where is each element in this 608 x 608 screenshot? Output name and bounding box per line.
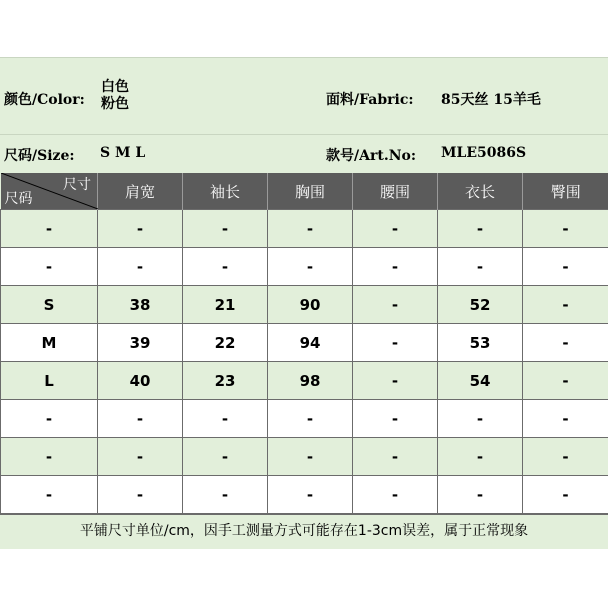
size-cell: - — [1, 210, 98, 248]
table-row — [1, 400, 608, 438]
measurement-cell: - — [438, 476, 523, 514]
column-header: 袖长 — [183, 173, 268, 210]
measurement-cell: - — [353, 210, 438, 248]
measurement-cell: 53 — [438, 324, 523, 362]
measurement-cell: 98 — [268, 362, 353, 400]
measurement-cell: - — [438, 248, 523, 286]
art-number-label: 款号/Art.No: — [326, 148, 416, 164]
table-row — [1, 324, 608, 362]
measurement-cell: - — [98, 438, 183, 476]
measurement-cell: - — [183, 400, 268, 438]
measurement-cell: - — [523, 476, 608, 514]
table-row — [1, 476, 608, 514]
corner-dimension-label: 尺寸 — [63, 177, 91, 193]
measurement-cell: - — [438, 210, 523, 248]
column-header: 胸围 — [268, 173, 353, 210]
measurement-cell: - — [438, 438, 523, 476]
measurement-cell: 39 — [98, 324, 183, 362]
measurement-cell: - — [353, 400, 438, 438]
color-fabric-row — [0, 57, 608, 134]
measurement-cell: 54 — [438, 362, 523, 400]
corner-size-label: 尺码 — [4, 191, 33, 207]
table-row — [1, 286, 608, 324]
measurement-cell: 90 — [268, 286, 353, 324]
size-cell: L — [1, 362, 98, 400]
size-cell: S — [1, 286, 98, 324]
measurement-cell: - — [353, 286, 438, 324]
fabric-value: 85天丝 15羊毛 — [441, 92, 541, 108]
measurement-note: 平铺尺寸单位/cm，因手工测量方式可能存在1-3cm误差，属于正常现象 — [0, 514, 608, 550]
table-header-row — [1, 173, 608, 210]
measurement-cell: - — [353, 324, 438, 362]
measurement-cell: - — [183, 438, 268, 476]
measurement-cell: - — [268, 476, 353, 514]
measurement-cell: - — [268, 210, 353, 248]
size-table — [0, 173, 608, 514]
measurement-cell: - — [523, 286, 608, 324]
measurement-cell: - — [183, 476, 268, 514]
fabric-label: 面料/Fabric: — [326, 92, 414, 108]
size-cell: - — [1, 248, 98, 286]
table-body — [1, 210, 608, 514]
column-header: 衣长 — [438, 173, 523, 210]
measurement-cell: - — [268, 438, 353, 476]
measurement-cell: 22 — [183, 324, 268, 362]
color-option: 粉色 — [101, 96, 129, 112]
table-row — [1, 210, 608, 248]
measurement-cell: - — [523, 362, 608, 400]
measurement-cell: - — [353, 438, 438, 476]
measurement-cell: - — [353, 248, 438, 286]
measurement-cell: 21 — [183, 286, 268, 324]
measurement-cell: 94 — [268, 324, 353, 362]
table-row — [1, 248, 608, 286]
column-header: 肩宽 — [98, 173, 183, 210]
measurement-cell: - — [183, 248, 268, 286]
color-label: 颜色/Color: — [4, 92, 85, 108]
measurement-cell: - — [523, 400, 608, 438]
measurement-cell: - — [353, 476, 438, 514]
measurement-cell: - — [523, 324, 608, 362]
size-value: S M L — [100, 145, 146, 161]
measurement-cell: 38 — [98, 286, 183, 324]
size-cell: - — [1, 400, 98, 438]
size-chart-sheet — [0, 57, 608, 549]
size-cell: - — [1, 438, 98, 476]
corner-header-cell — [1, 173, 98, 210]
measurement-cell: - — [183, 210, 268, 248]
measurement-cell: - — [268, 248, 353, 286]
measurement-cell: - — [98, 248, 183, 286]
measurement-cell: 40 — [98, 362, 183, 400]
measurement-cell: 23 — [183, 362, 268, 400]
measurement-cell: - — [438, 400, 523, 438]
measurement-cell: - — [523, 210, 608, 248]
color-values — [101, 79, 129, 113]
column-header: 臀围 — [523, 173, 608, 210]
size-cell: M — [1, 324, 98, 362]
column-header: 腰围 — [353, 173, 438, 210]
measurement-cell: - — [268, 400, 353, 438]
art-number-value: MLE5086S — [441, 145, 527, 161]
measurement-cell: - — [98, 476, 183, 514]
measurement-cell: - — [523, 438, 608, 476]
measurement-cell: - — [523, 248, 608, 286]
measurement-cell: - — [98, 210, 183, 248]
size-cell: - — [1, 476, 98, 514]
size-artno-row — [0, 134, 608, 173]
table-row — [1, 438, 608, 476]
measurement-cell: - — [98, 400, 183, 438]
measurement-cell: - — [353, 362, 438, 400]
size-label: 尺码/Size: — [4, 148, 75, 164]
measurement-cell: 52 — [438, 286, 523, 324]
table-row — [1, 362, 608, 400]
color-option: 白色 — [101, 79, 129, 95]
